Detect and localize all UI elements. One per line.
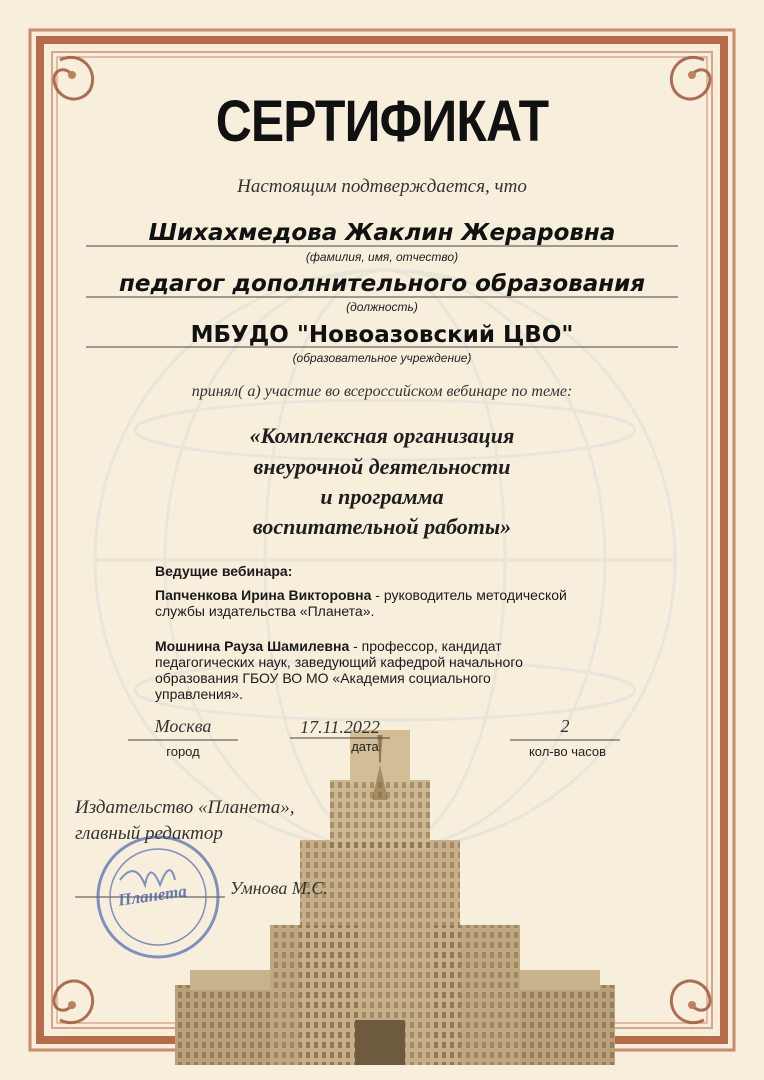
certificate-title: СЕРТИФИКАТ [215, 89, 549, 154]
host-1-desc-2: службы издательства «Планета». [155, 603, 375, 619]
topic-line-4: воспитательной работы» [252, 514, 512, 539]
stamp-label: Планета [116, 881, 188, 910]
host-1-name: Папченкова Ирина Викторовна [155, 587, 372, 603]
date-value: 17.11.2022 [300, 717, 380, 737]
host-2-desc-2: педагогических наук, заведующий кафедрой начального [155, 654, 523, 670]
recipient-name: Шихахмедова Жаклин Жераровна [148, 220, 616, 246]
host-1-desc-1: - руководитель методической [371, 587, 567, 603]
hosts-heading: Ведущие вебинара: [155, 563, 293, 579]
host-1 [155, 587, 625, 619]
hours-caption: кол-во часов [528, 744, 607, 759]
name-caption: (фамилия, имя, отчество) [305, 250, 459, 264]
participation-text: принял( а) участие во всероссийском вебинаре по теме: [191, 383, 573, 400]
host-2-desc-1: - профессор, кандидат [349, 638, 502, 654]
intro-text: Настоящим подтверждается, что [237, 176, 527, 197]
organization-caption: (образовательное учреждение) [292, 351, 472, 365]
publisher-line-2: главный редактор [75, 823, 223, 844]
city-value: Москва [154, 716, 212, 736]
recipient-position: педагог дополнительного образования [118, 271, 646, 297]
publisher-line-1: Издательство «Планета», [75, 797, 295, 818]
topic-line-3: и программа [320, 484, 444, 509]
host-2 [155, 638, 625, 702]
topic-line-1: «Комплексная организация [249, 423, 515, 448]
date-caption: дата [351, 739, 379, 754]
signer-name: Умнова М.С. [230, 878, 328, 898]
publisher-signature-label [75, 795, 335, 847]
topic-line-2: внеурочной деятельности [253, 454, 511, 479]
host-2-name: Мошнина Рауза Шамилевна [155, 638, 350, 654]
recipient-organization: МБУДО "Новоазовский ЦВО" [190, 322, 574, 348]
position-caption: (должность) [346, 300, 418, 314]
city-caption: город [166, 744, 200, 759]
host-2-desc-4: управления». [155, 686, 244, 702]
host-2-desc-3: образования ГБОУ ВО МО «Академия социального [155, 670, 491, 686]
hours-value: 2 [560, 716, 570, 736]
